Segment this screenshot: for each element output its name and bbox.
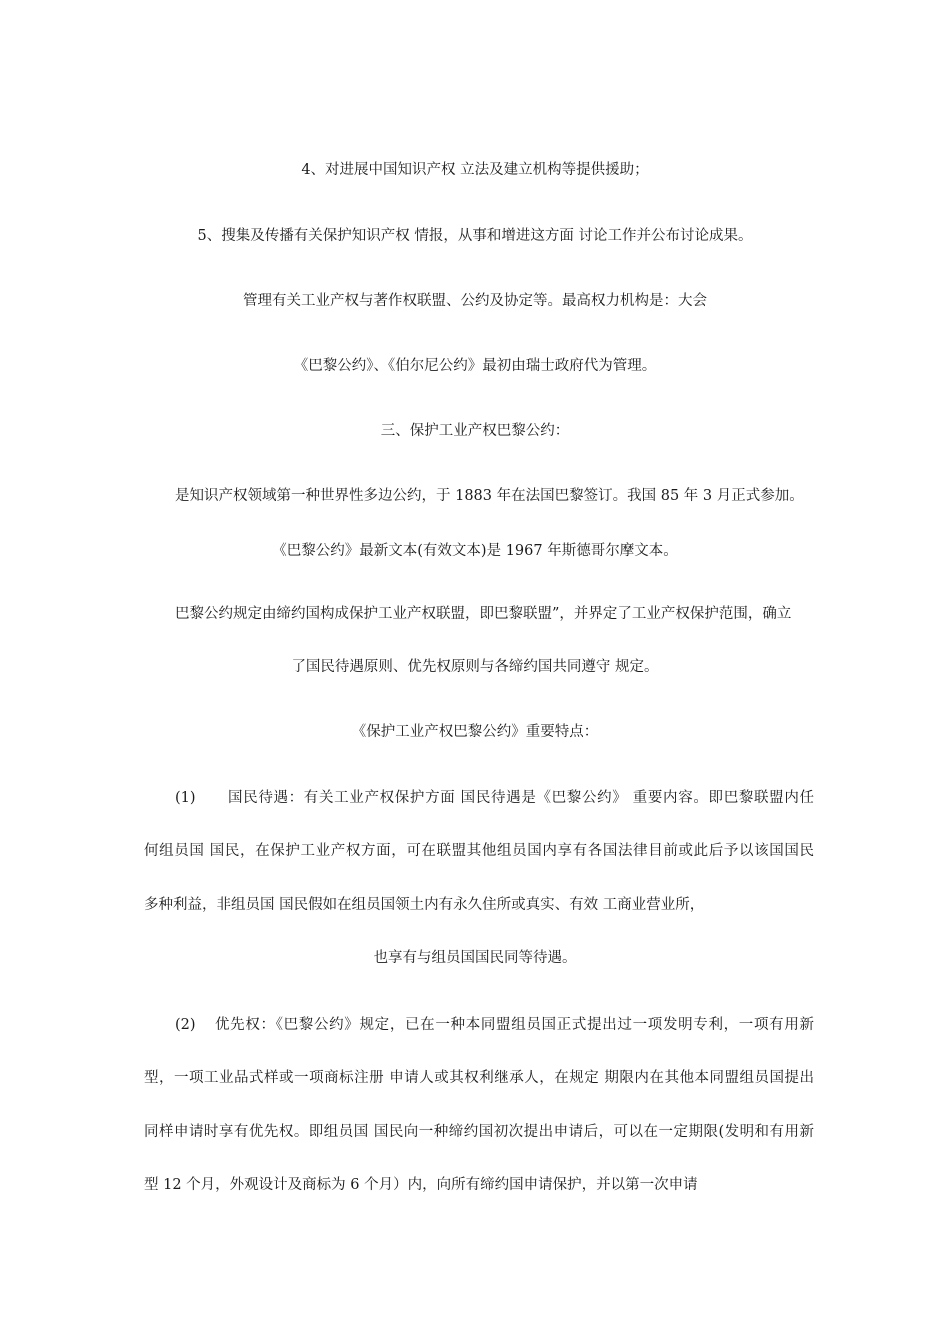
paragraph-1-line-2: 何组员国 国民，在保护工业产权方面，可在联盟其他组员国内享有各国法律目前或此后予以该国国民 <box>144 843 814 859</box>
text-line-item-4: 4、对进展中国知识产权 立法及建立机构等提供援助； <box>301 162 649 178</box>
text-line-secretariat: 管理有关工业产权与著作权联盟、公约及协定等。最高权力机构是：大会 <box>243 293 707 309</box>
section-heading-paris-convention: 三、保护工业产权巴黎公约： <box>380 423 570 439</box>
text-line-principles: 了国民待遇原则、优先权原则与各缔约国共同遵守 规定。 <box>291 659 659 675</box>
text-line-union-definition: 巴黎公约规定由缔约国构成保护工业产权联盟，即巴黎联盟”，并界定了工业产权保护范围，确立 <box>175 606 792 622</box>
paragraph-2-number: (2) <box>175 1017 196 1033</box>
paragraph-2-line-4: 型 12 个月，外观设计及商标为 6 个月）内，向所有缔约国申请保护，并以第一次申请 <box>144 1177 698 1193</box>
paragraph-1-number: (1) <box>175 790 196 806</box>
subheading-key-features: 《保护工业产权巴黎公约》重要特点： <box>351 724 599 740</box>
paragraph-2-line-3: 同样申请时享有优先权。即组员国 国民向一种缔约国初次提出申请后，可以在一定期限(发明和有用新 <box>144 1124 814 1140</box>
paragraph-1-line-4: 也享有与组员国国民同等待遇。 <box>373 950 577 966</box>
paragraph-2-line-2: 型，一项工业品式样或一项商标注册 申请人或其权利继承人，在规定 期限内在其他本同盟组员国提出 <box>144 1070 814 1086</box>
text-line-conventions: 《巴黎公约》、《伯尔尼公约》最初由瑞士政府代为管理。 <box>293 358 657 374</box>
text-line-latest-text: 《巴黎公约》最新文本(有效文本)是 1967 年斯德哥尔摩文本。 <box>272 543 678 559</box>
paragraph-2-line-1: 优先权：《巴黎公约》规定，已在一种本同盟组员国正式提出过一项发明专利，一项有用新 <box>215 1017 814 1033</box>
text-line-item-5: 5、搜集及传播有关保护知识产权 情报，从事和增进这方面 讨论工作并公布讨论成果。 <box>197 228 753 244</box>
paragraph-1-line-3: 多种利益，非组员国 国民假如在组员国领土内有永久住所或真实、有效 工商业营业所， <box>144 897 705 913</box>
text-line-convention-intro: 是知识产权领域第一种世界性多边公约，于 1883 年在法国巴黎签订。我国 85 年 3 月正式参加。 <box>175 488 804 504</box>
paragraph-1-line-1: 国民待遇：有关工业产权保护方面 国民待遇是《巴黎公约》 重要内容。即巴黎联盟内任 <box>228 790 814 806</box>
